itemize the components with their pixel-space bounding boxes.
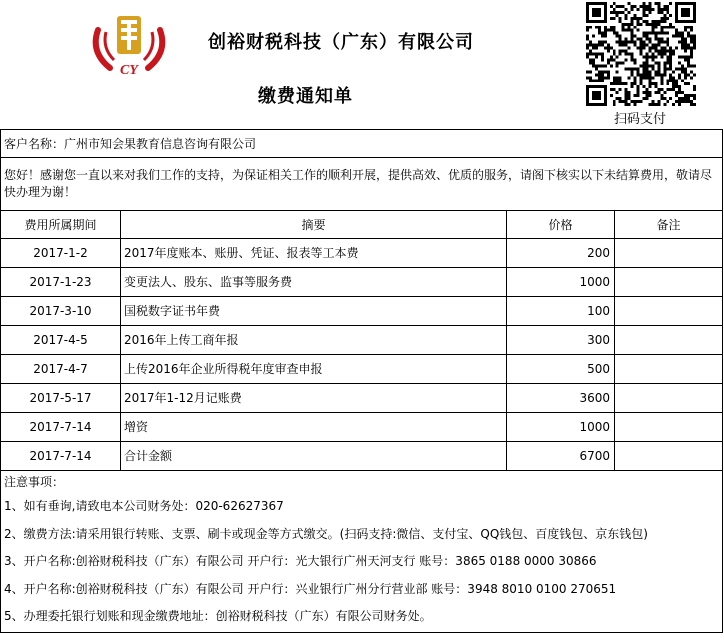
row-note bbox=[615, 355, 723, 384]
row-summary: 上传2016年企业所得税年度审查申报 bbox=[121, 355, 507, 384]
row-period: 2017-1-2 bbox=[1, 239, 121, 268]
customer-row bbox=[1, 130, 723, 158]
row-period: 2017-4-5 bbox=[1, 326, 121, 355]
table-row bbox=[1, 268, 723, 297]
table-row bbox=[1, 355, 723, 384]
header-period: 费用所属期间 bbox=[1, 211, 121, 239]
total-period: 2017-7-14 bbox=[1, 442, 121, 471]
table-row bbox=[1, 413, 723, 442]
row-note bbox=[615, 326, 723, 355]
row-note bbox=[615, 413, 723, 442]
table-row bbox=[1, 384, 723, 413]
company-logo bbox=[88, 12, 170, 78]
total-note bbox=[615, 442, 723, 471]
greeting-row bbox=[1, 158, 723, 211]
header-amount: 价格 bbox=[507, 211, 615, 239]
customer-name: 客户名称：广州市知会果教育信息咨询有限公司 bbox=[1, 130, 723, 158]
row-period: 2017-5-17 bbox=[1, 384, 121, 413]
note-item-address: 5、办理委托银行划账和现金缴费地址：创裕财税科技（广东）有限公司财务处。 bbox=[4, 609, 432, 624]
row-note bbox=[615, 297, 723, 326]
notes-title: 注意事项： bbox=[4, 475, 65, 489]
qr-pattern bbox=[586, 2, 696, 106]
row-note bbox=[615, 384, 723, 413]
row-summary: 增资 bbox=[121, 413, 507, 442]
row-amount: 300 bbox=[507, 326, 615, 355]
notes-row bbox=[1, 471, 723, 633]
row-summary: 2017年度账本、账册、凭证、报表等工本费 bbox=[121, 239, 507, 268]
company-name: 创裕财税科技（广东）有限公司 bbox=[208, 32, 474, 53]
note-item-phone: 1、如有垂询,请致电本公司财务处：020-62627367 bbox=[4, 499, 284, 513]
total-row bbox=[1, 442, 723, 471]
billing-table bbox=[0, 129, 723, 633]
row-summary: 变更法人、股东、监事等服务费 bbox=[121, 268, 507, 297]
row-summary: 2017年1-12月记账费 bbox=[121, 384, 507, 413]
qr-pay-label: 扫码支付 bbox=[614, 112, 667, 127]
total-amount: 6700 bbox=[507, 442, 615, 471]
header-summary: 摘要 bbox=[121, 211, 507, 239]
row-amount: 500 bbox=[507, 355, 615, 384]
row-amount: 1000 bbox=[507, 413, 615, 442]
row-period: 2017-3-10 bbox=[1, 297, 121, 326]
row-period: 2017-4-7 bbox=[1, 355, 121, 384]
document-title: 缴费通知单 bbox=[258, 86, 353, 107]
row-amount: 100 bbox=[507, 297, 615, 326]
note-item-payment-method: 2、缴费方法:请采用银行转账、支票、刷卡或现金等方式缴交。(扫码支持:微信、支付宝、QQ钱包、百度钱包、京东钱包) bbox=[4, 526, 648, 541]
payment-qr-code[interactable] bbox=[586, 2, 696, 106]
note-item-bank-account-1: 3、开户名称:创裕财税科技（广东）有限公司 开户行：光大银行广州天河支行 账号：3865 0188 0000 30866 bbox=[4, 554, 597, 569]
logo-text: CY bbox=[120, 63, 138, 78]
table-row bbox=[1, 239, 723, 268]
row-period: 2017-1-23 bbox=[1, 268, 121, 297]
header-note: 备注 bbox=[615, 211, 723, 239]
notes-section bbox=[1, 471, 723, 633]
table-row bbox=[1, 326, 723, 355]
row-amount: 1000 bbox=[507, 268, 615, 297]
row-summary: 2016年上传工商年报 bbox=[121, 326, 507, 355]
row-amount: 3600 bbox=[507, 384, 615, 413]
row-note bbox=[615, 268, 723, 297]
row-note bbox=[615, 239, 723, 268]
total-label: 合计金额 bbox=[121, 442, 507, 471]
note-item-bank-account-2: 4、开户名称:创裕财税科技（广东）有限公司 开户行：兴业银行广州分行营业部 账号：3948 8010 0100 270651 bbox=[4, 581, 617, 596]
greeting-text: 您好！感谢您一直以来对我们工作的支持，为保证相关工作的顺利开展，提供高效、优质的服务，请阁下核实以下未结算费用，敬请尽快办理为谢！ bbox=[1, 158, 723, 211]
row-summary: 国税数字证书年费 bbox=[121, 297, 507, 326]
row-period: 2017-7-14 bbox=[1, 413, 121, 442]
table-header-row bbox=[1, 211, 723, 239]
table-row bbox=[1, 297, 723, 326]
document-header bbox=[0, 0, 724, 130]
row-amount: 200 bbox=[507, 239, 615, 268]
